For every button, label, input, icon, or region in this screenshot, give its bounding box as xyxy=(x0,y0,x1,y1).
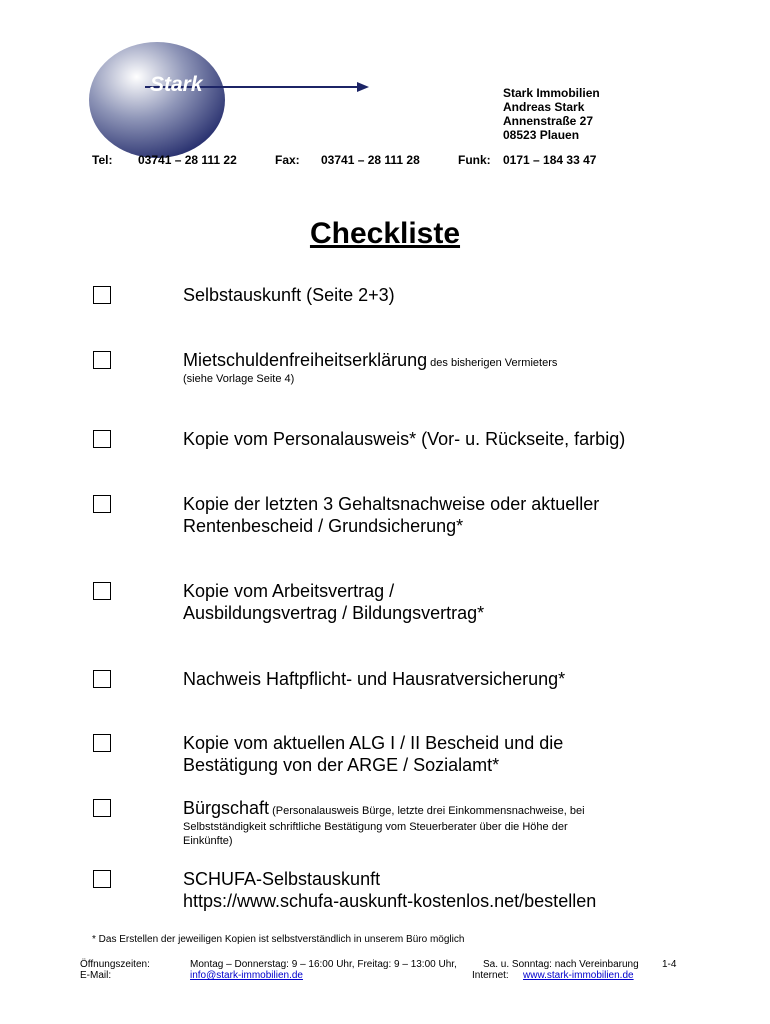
checkbox-personalausweis[interactable] xyxy=(93,430,111,448)
item-mietschuldenfreiheit-note: (siehe Vorlage Seite 4) xyxy=(183,373,295,385)
checkbox-gehaltsnachweise[interactable] xyxy=(93,495,111,513)
website-link[interactable]: www.stark-immobilien.de xyxy=(523,970,634,981)
checkbox-schufa[interactable] xyxy=(93,870,111,888)
hours-weekday: Montag – Donnerstag: 9 – 16:00 Uhr, Freitag: 9 – 13:00 Uhr, xyxy=(190,959,457,970)
checkbox-arbeitsvertrag[interactable] xyxy=(93,582,111,600)
page-title: Checkliste xyxy=(309,217,461,250)
email-link[interactable]: info@stark-immobilien.de xyxy=(190,970,303,981)
item-mietschuldenfreiheit: Mietschuldenfreiheitserklärung des bisherigen Vermieters xyxy=(183,350,558,370)
item-buergschaft-note: Selbstständigkeit schriftliche Bestätigung vom Steuerberater über die Höhe der Einkünfte) xyxy=(183,821,568,847)
item-selbstauskunft: Selbstauskunft (Seite 2+3) xyxy=(183,285,395,305)
logo-text-immobilien: Immobilien xyxy=(226,92,337,114)
item-personalausweis: Kopie vom Personalausweis* (Vor- u. Rückseite, farbig) xyxy=(183,429,626,449)
contact-person: Andreas Stark xyxy=(503,100,585,114)
tel-number: 03741 – 28 111 22 xyxy=(138,153,237,167)
company-address xyxy=(503,86,600,142)
fax-number: 03741 – 28 111 28 xyxy=(321,153,420,167)
fax-label: Fax: xyxy=(275,153,300,167)
street: Annenstraße 27 xyxy=(503,114,594,128)
email-label: E-Mail: xyxy=(80,970,112,981)
checkbox-mietschuldenfreiheit[interactable] xyxy=(93,351,111,369)
logo-text-stark: Stark xyxy=(150,73,203,96)
funk-label: Funk: xyxy=(458,153,491,167)
item-arbeitsvertrag: Kopie vom Arbeitsvertrag / Ausbildungsvertrag / Bildungsvertrag* xyxy=(183,581,485,623)
city: 08523 Plauen xyxy=(503,128,580,142)
funk-number: 0171 – 184 33 47 xyxy=(503,153,597,167)
item-buergschaft: Bürgschaft (Personalausweis Bürge, letzte drei Einkommensnachweise, bei xyxy=(183,798,585,818)
item-gehaltsnachweise: Kopie der letzten 3 Gehaltsnachweise oder aktueller Rentenbescheid / Grundsicherung* xyxy=(183,494,600,536)
internet-label: Internet: xyxy=(472,970,509,981)
tel-label: Tel: xyxy=(92,153,113,167)
checkbox-selbstauskunft[interactable] xyxy=(93,286,111,304)
item-versicherung: Nachweis Haftpflicht- und Hausratversicherung* xyxy=(183,669,566,689)
checkbox-alg-bescheid[interactable] xyxy=(93,734,111,752)
checkbox-versicherung[interactable] xyxy=(93,670,111,688)
item-schufa: SCHUFA-Selbstauskunft https://www.schufa-auskunft-kostenlos.net/bestellen xyxy=(183,869,597,911)
footnote: * Das Erstellen der jeweiligen Kopien ist selbstverständlich in unserem Büro möglich xyxy=(92,934,465,945)
page-number: 1-4 xyxy=(662,959,677,970)
company-name: Stark Immobilien xyxy=(503,86,600,100)
checkbox-buergschaft[interactable] xyxy=(93,799,111,817)
hours-weekend: Sa. u. Sonntag: nach Vereinbarung xyxy=(483,959,639,970)
item-alg-bescheid: Kopie vom aktuellen ALG I / II Bescheid und die Bestätigung von der ARGE / Sozialamt* xyxy=(183,733,564,775)
hours-label: Öffnungszeiten: xyxy=(80,959,150,970)
